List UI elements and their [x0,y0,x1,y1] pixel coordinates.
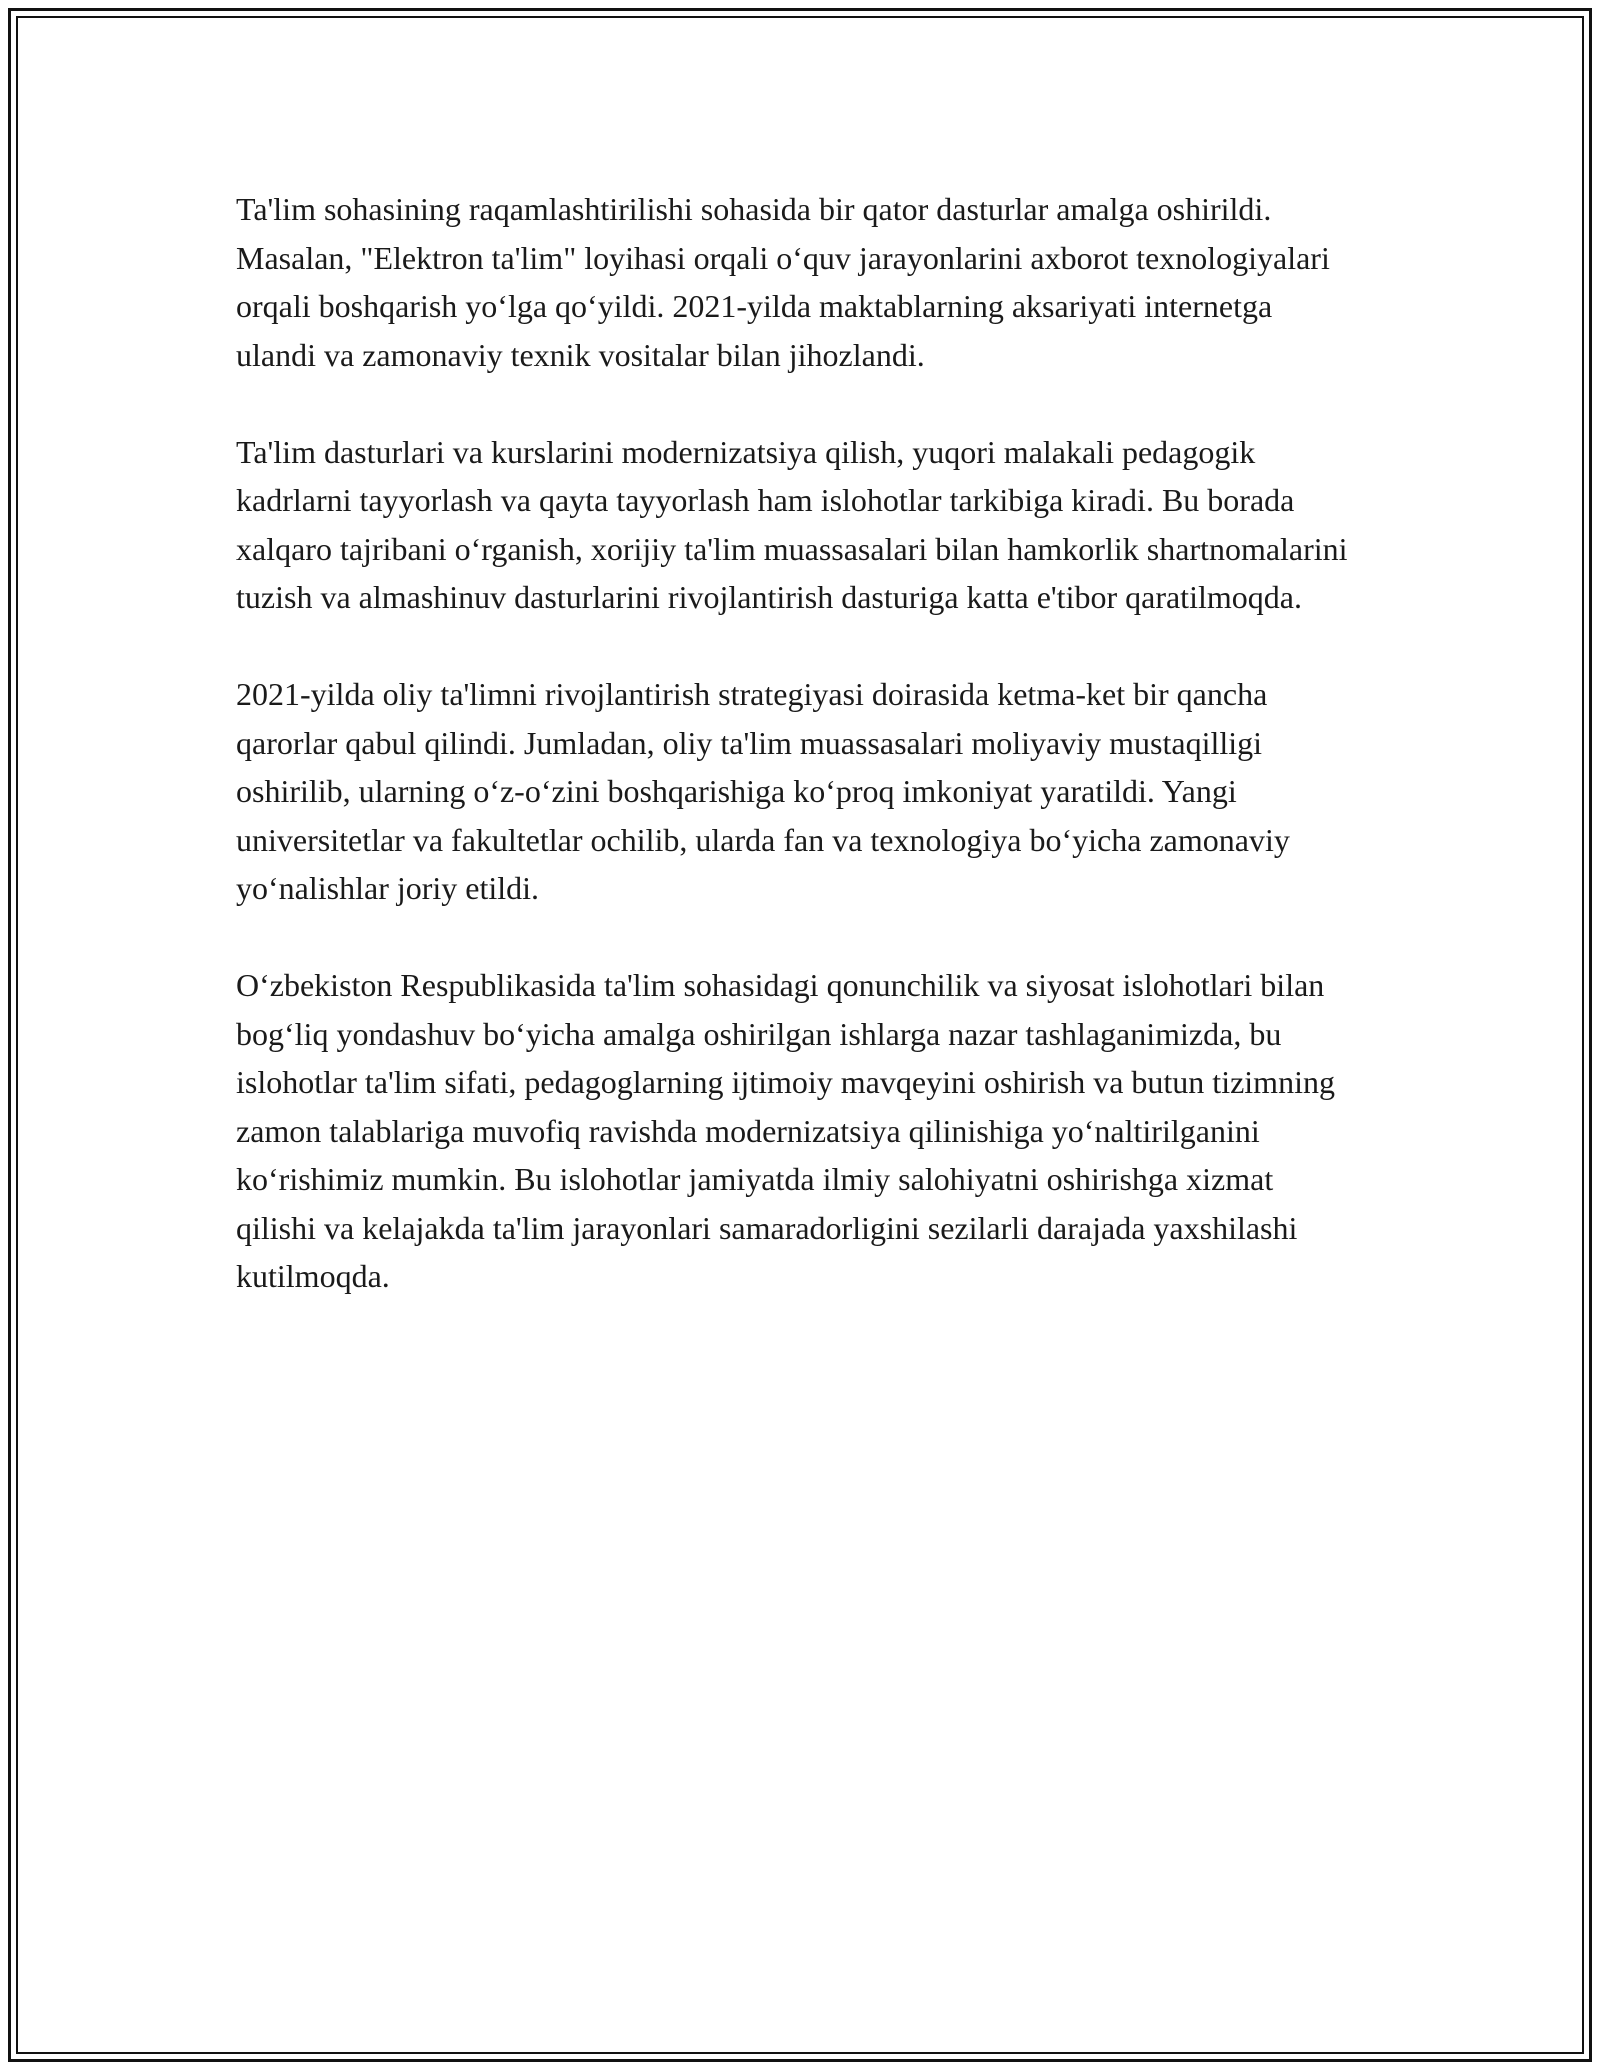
document-body [236,185,1356,1349]
paragraph-digitalization: Ta'lim sohasining raqamlashtirilishi sohasida bir qator dasturlar amalga oshirildi. Masalan, "Elektron ta'lim" loyihasi orqali o‘quv jarayonlarini axborot texnologiyalari orqali boshqarish yo‘lga qo‘yildi. 2021-yilda maktablarning aksariyati internetga ulandi va zamonaviy texnik vositalar bilan jihozlandi. [236,191,1330,373]
paragraph-conclusion: O‘zbekiston Respublikasida ta'lim sohasidagi qonunchilik va siyosat islohotlari bilan bog‘liq yondashuv bo‘yicha amalga oshirilgan ishlarga nazar tashlaganimizda, bu islohotlar ta'lim sifati, pedagoglarning ijtimoiy mavqeyini oshirish va butun tizimning zamon talablariga muvofiq ravishda modernizatsiya qilinishiga yo‘naltirilganini ko‘rishimiz mumkin. Bu islohotlar jamiyatda ilmiy salohiyatni oshirishga xizmat qilishi va kelajakda ta'lim jarayonlari samaradorligini sezilarli darajada yaxshilashi kutilmoqda. [236,967,1335,1294]
paragraph-curriculum-modernization: Ta'lim dasturlari va kurslarini modernizatsiya qilish, yuqori malakali pedagogik kadrlarni tayyorlash va qayta tayyorlash ham islohotlar tarkibiga kiradi. Bu borada xalqaro tajribani o‘rganish, xorijiy ta'lim muassasalari bilan hamkorlik shartnomalarini tuzish va almashinuv dasturlarini rivojlantirish dasturiga katta e'tibor qaratilmoqda. [236,433,1348,615]
paragraph-higher-education-strategy: 2021-yilda oliy ta'limni rivojlantirish strategiyasi doirasida ketma-ket bir qancha qarorlar qabul qilindi. Jumladan, oliy ta'lim muassasalari moliyaviy mustaqilligi oshirilib, ularning o‘z-o‘zini boshqarishiga ko‘proq imkoniyat yaratildi. Yangi universitetlar va fakultetlar ochilib, ularda fan va texnologiya bo‘yicha zamonaviy yo‘nalishlar joriy etildi. [236,676,1290,906]
